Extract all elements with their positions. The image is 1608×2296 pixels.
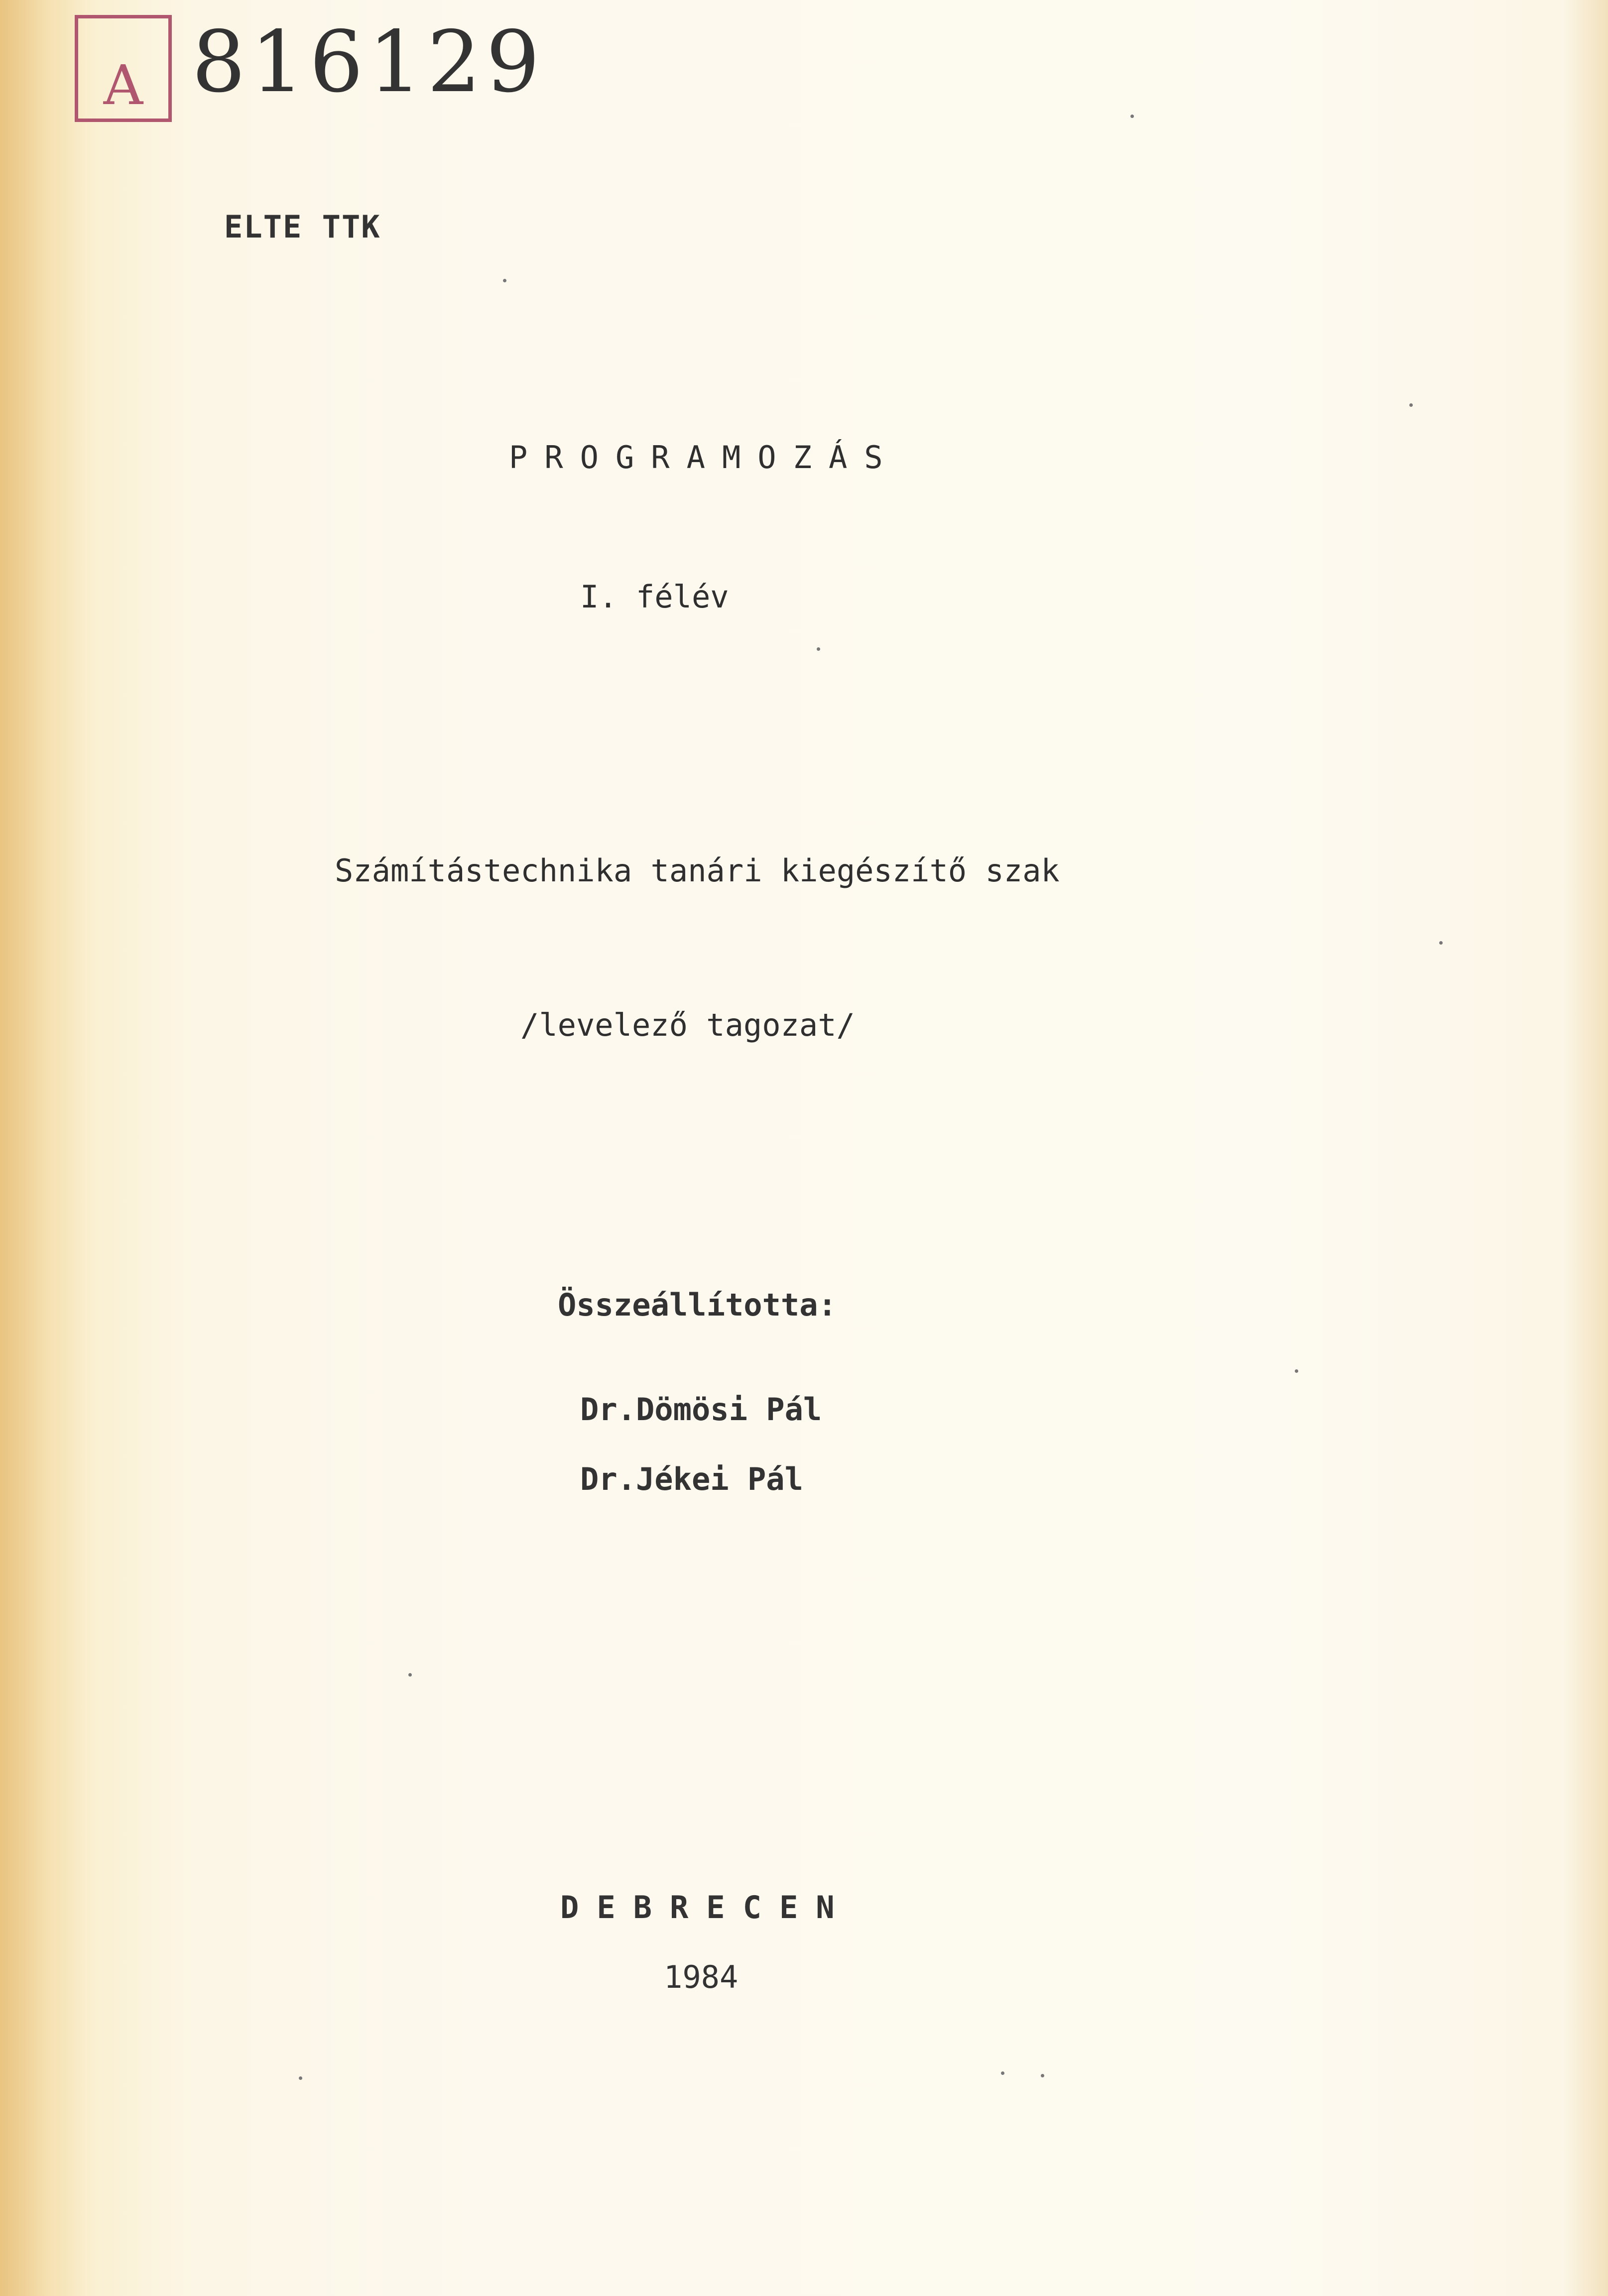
study-mode: /levelező tagozat/ — [520, 1007, 855, 1043]
compiled-by-label: Összeállította: — [558, 1287, 837, 1323]
paper-speck — [1439, 941, 1443, 945]
paper-speck — [503, 279, 506, 282]
paper-speck — [408, 1673, 412, 1677]
author-1: Dr.Dömösi Pál — [580, 1391, 822, 1428]
aged-paper-edge-left — [0, 0, 85, 2296]
stamp-number: 816129 — [192, 13, 545, 112]
semester: I. félév — [580, 579, 729, 615]
city: DEBRECEN — [560, 1889, 853, 1926]
paper-speck — [1409, 403, 1413, 407]
stamp-letter: A — [103, 53, 143, 117]
paper-speck — [299, 2076, 302, 2080]
institution: ELTE TTK — [224, 209, 381, 245]
paper-speck — [1130, 115, 1134, 118]
subject: Számítástechnika tanári kiegészítő szak — [335, 852, 1060, 889]
author-2: Dr.Jékei Pál — [580, 1461, 803, 1497]
paper-speck — [1295, 1369, 1298, 1373]
aged-paper-edge-right — [1563, 0, 1608, 2296]
paper-speck — [1001, 2071, 1004, 2075]
paper-speck — [817, 647, 820, 651]
year: 1984 — [664, 1959, 739, 1995]
document-title: PROGRAMOZÁS — [509, 439, 900, 476]
library-stamp-box — [75, 15, 172, 122]
paper-speck — [1041, 2074, 1044, 2077]
